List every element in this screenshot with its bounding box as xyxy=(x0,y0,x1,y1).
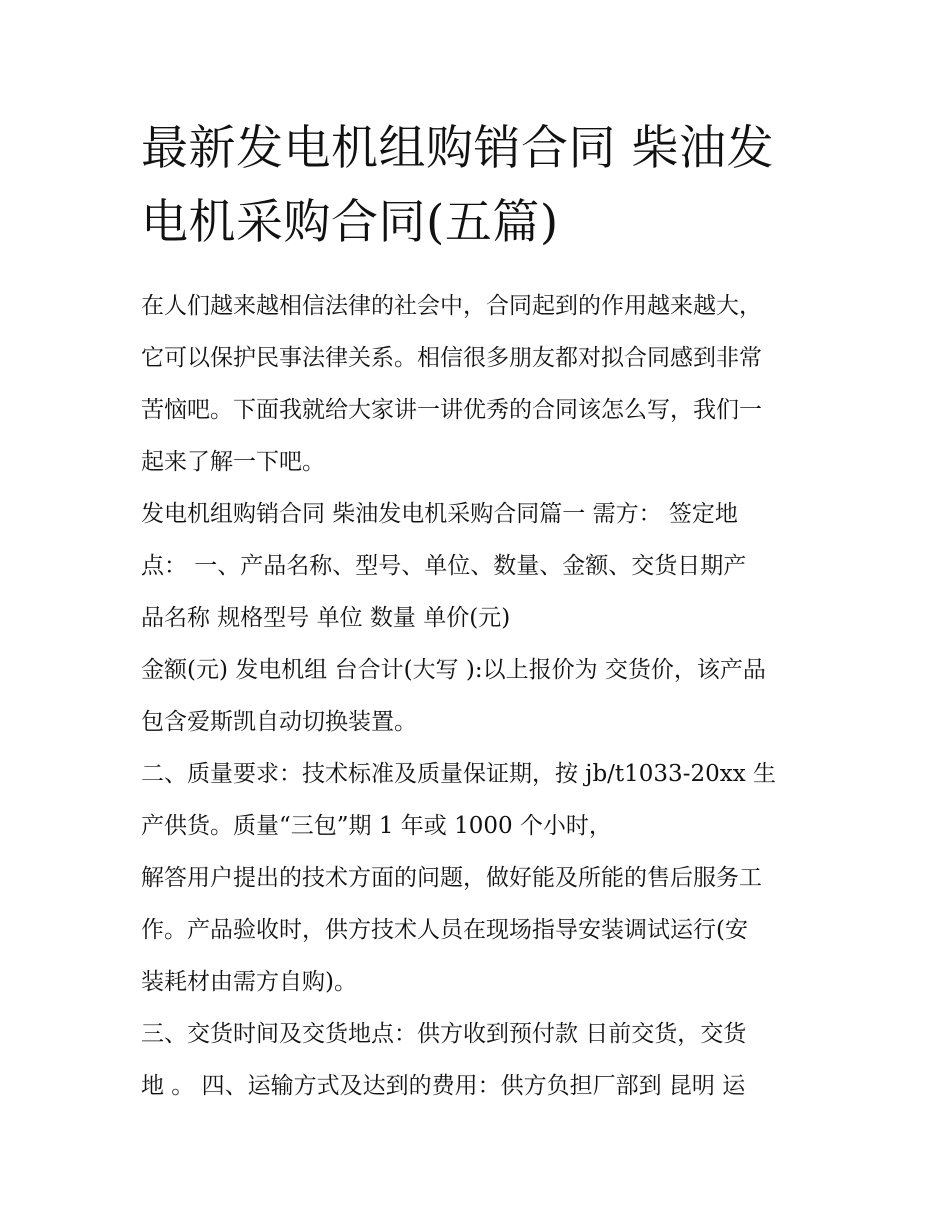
title-line: 最新发电机组购销合同 柴油发 xyxy=(141,121,774,176)
text-line: 地 。 四、运输方式及达到的费用：供方负担厂部到 昆明 运 xyxy=(141,1073,746,1099)
contract-header-paragraph xyxy=(141,488,816,644)
text-line: 在人们越来越相信法律的社会中，合同起到的作用越来越大， xyxy=(141,293,762,319)
text-line: 二、质量要求：技术标准及质量保证期，按 jb/t1033-20xx 生 xyxy=(141,761,776,787)
text-line: 点： 一、产品名称、型号、单位、数量、金额、交货日期产 xyxy=(141,553,747,579)
text-line: 起来了解一下吧。 xyxy=(141,449,325,475)
delivery-paragraph xyxy=(141,1008,816,1112)
quality-paragraph xyxy=(141,748,816,852)
service-paragraph xyxy=(141,852,816,1008)
text-line: 品名称 规格型号 单位 数量 单价(元) xyxy=(141,605,511,631)
text-line: 苦恼吧。下面我就给大家讲一讲优秀的合同该怎么写，我们一 xyxy=(141,397,762,423)
title-line: 电机采购合同(五篇) xyxy=(141,195,559,250)
document-page xyxy=(141,112,816,1112)
text-line: 包含爱斯凯自动切换装置。 xyxy=(141,709,417,735)
text-line: 产供货。质量“三包”期 1 年或 1000 个小时， xyxy=(141,813,612,839)
text-line: 解答用户提出的技术方面的问题，做好能及所能的售后服务工 xyxy=(141,865,762,891)
intro-paragraph xyxy=(141,280,816,488)
document-title xyxy=(141,112,816,260)
amount-paragraph xyxy=(141,644,816,748)
text-line: 三、交货时间及交货地点：供方收到预付款 日前交货，交货 xyxy=(141,1021,747,1047)
text-line: 发电机组购销合同 柴油发电机采购合同篇一 需方： 签定地 xyxy=(141,501,738,527)
text-line: 它可以保护民事法律关系。相信很多朋友都对拟合同感到非常 xyxy=(141,345,762,371)
text-line: 装耗材由需方自购)。 xyxy=(141,969,357,995)
text-line: 作。产品验收时，供方技术人员在现场指导安装调试运行(安 xyxy=(141,917,748,943)
text-line: 金额(元) 发电机组 台合计(大写 ):以上报价为 交货价，该产品 xyxy=(141,657,766,683)
